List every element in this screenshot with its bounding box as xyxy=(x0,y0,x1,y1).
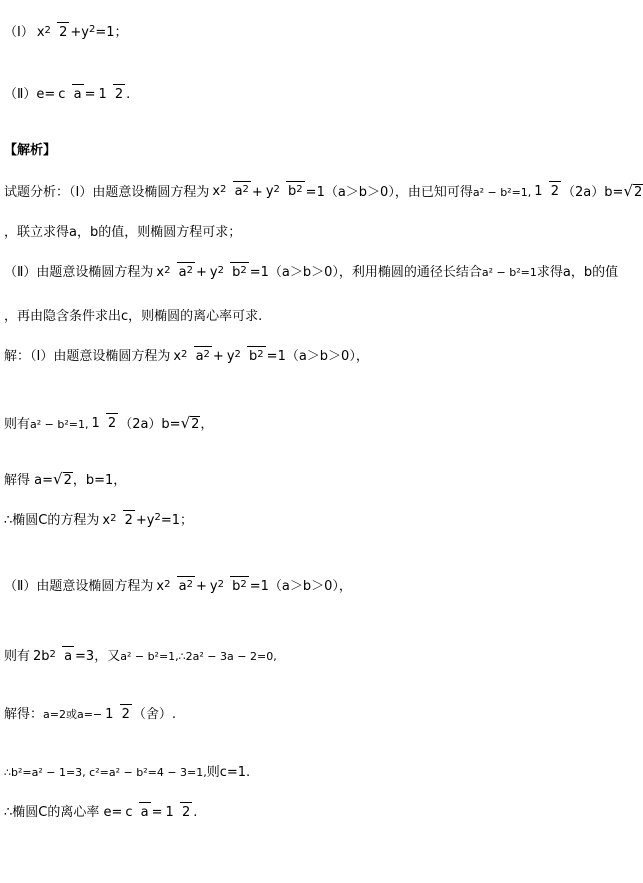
frac-den: b xyxy=(288,184,297,200)
solution-text: 解得： xyxy=(4,707,44,723)
plus-sign: + xyxy=(70,25,82,41)
solution-line-6 xyxy=(4,650,277,664)
frac-num: x xyxy=(102,513,111,528)
solution-text: =1（a＞b＞0）， xyxy=(266,349,369,365)
radicand: 2 xyxy=(633,185,643,200)
solution-text: 解：（Ⅰ）由题意设椭圆方程为 xyxy=(4,349,171,365)
answer-part-2 xyxy=(4,88,130,102)
frac-den: 2 xyxy=(123,510,135,528)
fraction-x2-over-a2 xyxy=(154,580,195,594)
plus-sign: + xyxy=(195,579,207,595)
solution-text: （2a）b= xyxy=(119,416,181,432)
frac-num: c xyxy=(58,87,66,102)
frac-den: 2 xyxy=(113,84,125,102)
solution-line-3 xyxy=(4,472,126,488)
frac-num: y xyxy=(209,265,218,280)
exponent: 2 xyxy=(164,265,171,276)
frac-den: 2 xyxy=(180,802,192,820)
frac-den: 2 xyxy=(106,413,118,431)
solution-text: =3，又 xyxy=(75,649,121,665)
exponent: 2 xyxy=(186,579,193,590)
exponent: 2 xyxy=(296,184,303,196)
exponent: 2 xyxy=(154,511,161,523)
equals-sign: = xyxy=(151,805,163,821)
frac-num: 1 xyxy=(165,805,174,820)
exponent: 2 xyxy=(186,265,193,276)
equals-sign: = xyxy=(84,87,96,103)
frac-num: x xyxy=(156,579,165,594)
exponent: 2 xyxy=(164,579,171,590)
frac-num: x xyxy=(156,265,165,280)
frac-num: 1 xyxy=(105,707,114,722)
solution-text: 则有 xyxy=(4,649,31,665)
solution-text: =1（a＞b＞0）， xyxy=(249,579,352,595)
frac-num: c xyxy=(125,805,133,820)
plus-sign: + xyxy=(195,265,207,281)
solution-line-4 xyxy=(4,511,194,529)
analysis-text: ，再由隐含条件求出c，则椭圆的离心率可求. xyxy=(4,309,263,324)
frac-den: b xyxy=(232,579,241,594)
analysis-heading xyxy=(4,144,56,157)
frac-den: a xyxy=(234,184,243,200)
period: . xyxy=(126,87,131,103)
frac-num: 1 xyxy=(91,416,100,432)
solution-line-8 xyxy=(4,766,250,779)
exponent: 2 xyxy=(44,25,51,36)
analysis-text: 求得a，b的值 xyxy=(536,265,619,281)
frac-den: b xyxy=(232,265,241,280)
fraction-y2-over-b2 xyxy=(264,185,305,199)
answer-part-1 xyxy=(4,23,128,41)
frac-den: a xyxy=(195,349,204,364)
solution-text: （舍）. xyxy=(132,707,176,723)
analysis-part-2-cont xyxy=(4,310,262,323)
exponent: 2 xyxy=(242,184,249,196)
plus-sign: + xyxy=(251,184,263,200)
fraction-1-over-2 xyxy=(96,88,125,102)
equation-small: ∴b²=a² − 1=3, c²=a² − b²=4 − 3=1, xyxy=(4,766,207,779)
sqrt-2: √2 xyxy=(180,414,200,432)
frac-num: y xyxy=(265,184,274,200)
solution-text: 解得 a= xyxy=(4,472,53,488)
plus-sign: + xyxy=(212,349,224,365)
equation-small: a² − b²=1, xyxy=(472,185,532,199)
exponent: 2 xyxy=(181,349,188,360)
solution-text: ∴椭圆C的方程为 xyxy=(4,513,100,529)
frac-den: b xyxy=(249,349,258,364)
fraction-x2-over-2 xyxy=(100,514,135,528)
analysis-text: 试题分析：（Ⅰ）由题意设椭圆方程为 xyxy=(4,184,210,200)
analysis-text: =1（a＞b＞0），利用椭圆的通径长结合 xyxy=(249,265,482,281)
fraction-x2-over-2 xyxy=(35,26,70,40)
fraction-1-over-2 xyxy=(89,417,118,431)
plus-sign: + xyxy=(135,513,147,529)
fraction-1-over-2 xyxy=(103,708,132,722)
frac-den: a xyxy=(72,84,84,102)
fraction-c-over-a xyxy=(123,806,150,820)
solution-text: 则有 xyxy=(4,416,31,432)
frac-num: 1 xyxy=(98,87,107,102)
equation-small: a=2或a=− xyxy=(43,708,103,722)
exponent: 2 xyxy=(240,265,247,276)
frac-den: a xyxy=(178,579,187,594)
solution-line-2 xyxy=(4,416,213,432)
fraction-y2-over-b2 xyxy=(208,580,249,594)
fraction-2b2-over-a xyxy=(31,650,74,664)
solution-text: 则c=1. xyxy=(206,765,251,780)
radicand: 2 xyxy=(63,473,72,488)
fraction-y2-over-b2 xyxy=(208,266,249,280)
solution-text: =1； xyxy=(160,513,194,529)
exponent: 2 xyxy=(217,579,224,590)
period: . xyxy=(193,805,198,821)
exponent: 2 xyxy=(88,23,96,35)
exponent: 2 xyxy=(234,349,241,360)
frac-num: y xyxy=(226,349,235,364)
solution-line-1 xyxy=(4,350,369,364)
solution-line-5 xyxy=(4,580,352,594)
equation-small: a² − b²=1, xyxy=(30,417,89,431)
frac-den: 2 xyxy=(549,181,561,199)
solution-text: ∴椭圆C的离心率 e= xyxy=(4,805,123,821)
frac-num: 1 xyxy=(534,184,543,200)
fraction-y2-over-b2 xyxy=(225,350,266,364)
heading-text: 【解析】 xyxy=(4,143,57,158)
exponent: 2 xyxy=(110,513,117,524)
fraction-x2-over-a2 xyxy=(171,350,212,364)
frac-den: a xyxy=(62,646,74,664)
analysis-part-1-cont xyxy=(4,226,241,239)
frac-den: 2 xyxy=(57,22,69,40)
fraction-x2-over-a2 xyxy=(154,266,195,280)
solution-text: （Ⅱ）由题意设椭圆方程为 xyxy=(4,579,154,595)
sqrt-2: √2 xyxy=(623,182,643,200)
answer-2-label: （Ⅱ）e= xyxy=(4,87,56,103)
analysis-text: =1（a＞b＞0），由已知可得 xyxy=(305,184,473,200)
frac-num: y xyxy=(209,579,218,594)
frac-num: x xyxy=(212,184,221,200)
equals-one: =1； xyxy=(95,25,128,41)
radicand: 2 xyxy=(191,417,200,432)
analysis-text: （2a）b= xyxy=(562,184,624,200)
fraction-1-over-2 xyxy=(164,806,193,820)
fraction-1-over-2 xyxy=(532,185,561,199)
exponent: 2 xyxy=(257,349,264,360)
exponent: 2 xyxy=(203,349,210,360)
exponent: 2 xyxy=(49,649,56,660)
sqrt-2: √2 xyxy=(53,470,72,488)
answer-1-label: （Ⅰ） xyxy=(4,25,34,41)
exponent: 2 xyxy=(273,184,280,196)
frac-num: x xyxy=(173,349,182,364)
analysis-text: （Ⅱ）由题意设椭圆方程为 xyxy=(4,265,154,281)
exponent: 2 xyxy=(220,184,227,196)
solution-line-9 xyxy=(4,806,197,820)
equation-small: a² − b²=1 xyxy=(481,266,537,280)
exponent: 2 xyxy=(240,579,247,590)
analysis-text: ，联立求得a，b的值，则椭圆方程可求； xyxy=(4,225,242,240)
analysis-part-1 xyxy=(4,184,643,200)
solution-text: ，b=1， xyxy=(72,472,127,488)
frac-den: 2 xyxy=(120,704,132,722)
solution-line-7 xyxy=(4,708,176,722)
var-y: y xyxy=(146,513,155,529)
solution-text: ， xyxy=(200,416,214,432)
var-y: y xyxy=(81,25,89,41)
analysis-part-2 xyxy=(4,266,618,280)
frac-num: 2b xyxy=(33,649,50,664)
exponent: 2 xyxy=(217,265,224,276)
frac-den: a xyxy=(139,802,151,820)
frac-den: a xyxy=(178,265,187,280)
fraction-c-over-a xyxy=(56,88,83,102)
equation-small: a² − b²=1,∴2a² − 3a − 2=0, xyxy=(120,650,277,664)
fraction-x2-over-a2 xyxy=(210,185,251,199)
frac-num: x xyxy=(36,25,45,40)
